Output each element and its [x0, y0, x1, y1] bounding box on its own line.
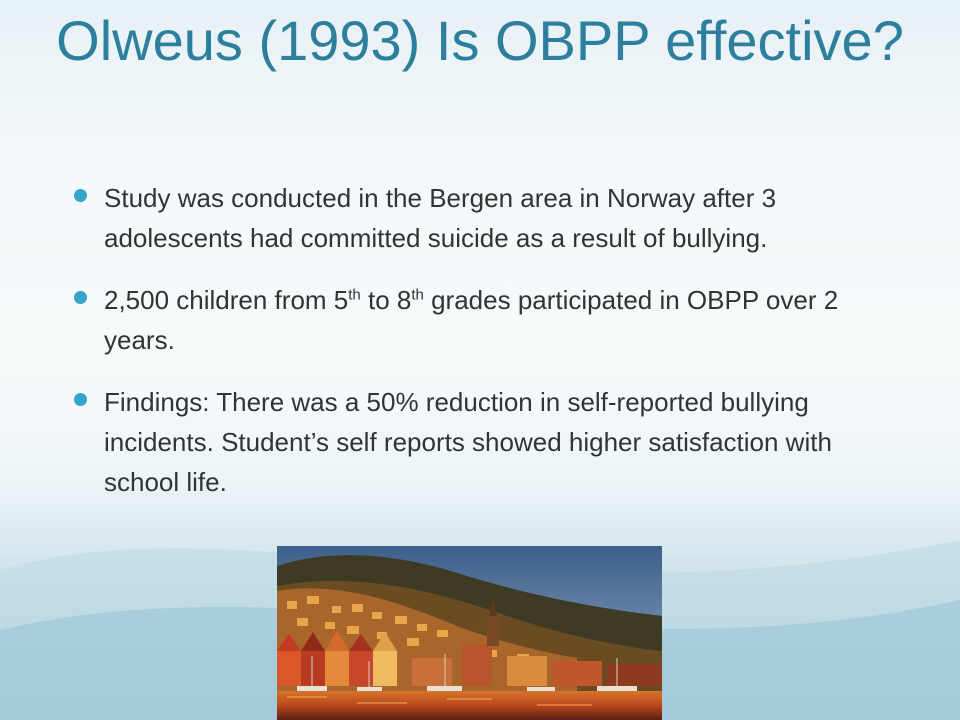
- bullet-dot-icon: [74, 189, 87, 202]
- ordinal-suffix: th: [348, 286, 361, 304]
- ordinal-suffix: th: [411, 286, 424, 304]
- bullet-text-part1: 2,500 children from 5: [104, 285, 349, 315]
- bullet-text-part3: grades participated in OBPP over 2 years.: [104, 285, 839, 355]
- slide-title: Olweus (1993) Is OBPP effective?: [56, 9, 904, 72]
- bullet-participants: [74, 280, 894, 360]
- bullet-study-location: [74, 178, 894, 258]
- bullet-findings: [74, 382, 894, 502]
- bullet-text: Study was conducted in the Bergen area in Norway after 3 adolescents had committed suicide as a result of bullying.: [104, 183, 777, 253]
- bullet-list: [74, 178, 894, 524]
- bullet-dot-icon: [74, 291, 87, 304]
- photo-illustration: [277, 546, 662, 720]
- bullet-dot-icon: [74, 393, 87, 406]
- bullet-text: Findings: There was a 50% reduction in self-reported bullying incidents. Student’s self reports showed higher satisfaction with school life.: [104, 387, 832, 497]
- bergen-harbor-photo: [277, 546, 662, 720]
- bullet-text-part2: to 8: [360, 285, 412, 315]
